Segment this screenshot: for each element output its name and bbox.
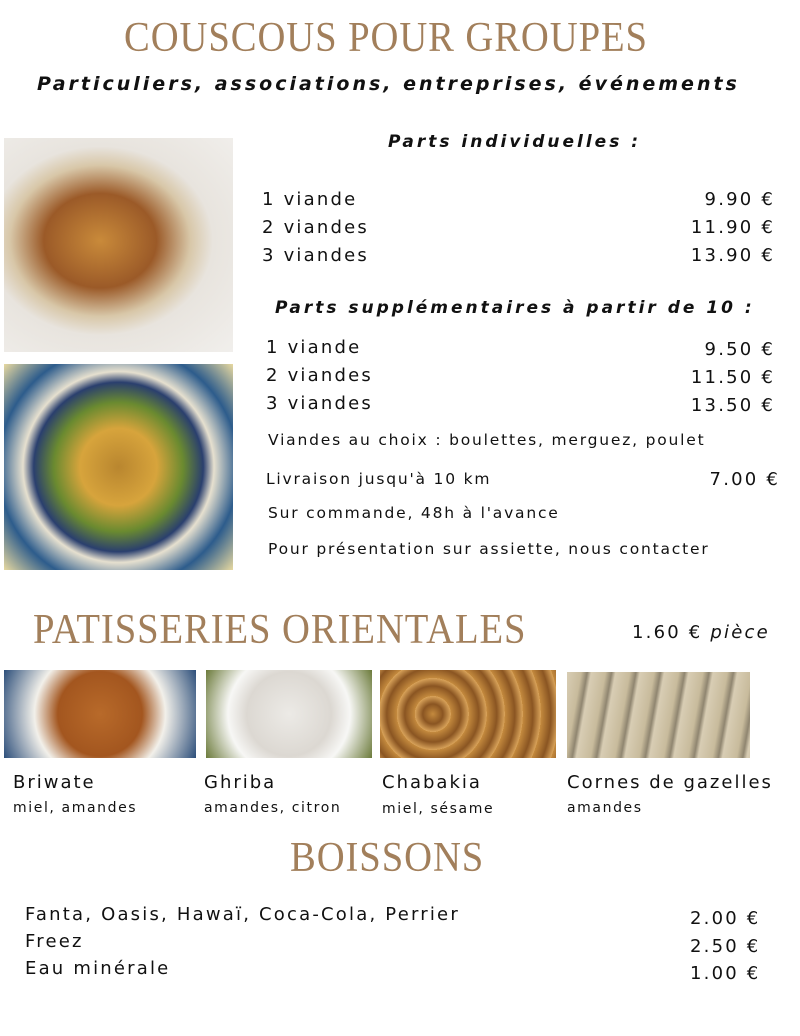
pastry-name: Briwate	[13, 772, 96, 793]
delivery-price: 7.00 €	[709, 469, 780, 490]
pastry-desc: miel, sésame	[382, 801, 495, 817]
individual-label: 2 viandes	[262, 217, 369, 238]
pastries-price-value: 1.60 €	[632, 622, 703, 643]
extra-label: 3 viandes	[266, 393, 373, 414]
chabakia-photo	[380, 670, 556, 758]
individual-price: 11.90 €	[690, 217, 775, 238]
delivery-note: Livraison jusqu'à 10 km	[266, 470, 492, 488]
drink-price: 1.00 €	[690, 963, 761, 984]
meats-note: Viandes au choix : boulettes, merguez, poulet	[268, 431, 706, 449]
drink-label: Freez	[25, 931, 84, 952]
extra-price: 11.50 €	[690, 367, 775, 388]
pastry-desc: amandes, citron	[204, 800, 342, 816]
extra-heading: Parts supplémentaires à partir de 10 :	[275, 298, 755, 318]
pastries-price	[632, 622, 770, 643]
ghriba-photo	[206, 670, 372, 758]
drink-price: 2.50 €	[690, 936, 761, 957]
individual-heading: Parts individuelles :	[388, 132, 642, 152]
individual-price: 13.90 €	[690, 245, 775, 266]
page-subtitle: Particuliers, associations, entreprises, événements	[37, 73, 740, 95]
pastry-name: Chabakia	[382, 772, 482, 793]
drink-label: Fanta, Oasis, Hawaï, Coca-Cola, Perrier	[25, 904, 460, 925]
order-note: Sur commande, 48h à l'avance	[268, 504, 560, 522]
pastry-name: Ghriba	[204, 772, 277, 793]
pastries-price-unit: pièce	[710, 622, 770, 643]
briwate-photo	[4, 670, 196, 758]
extra-label: 2 viandes	[266, 365, 373, 386]
drinks-title: BOISSONS	[290, 835, 485, 881]
plate-note: Pour présentation sur assiette, nous contacter	[268, 540, 710, 558]
couscous-platter-photo	[4, 364, 233, 570]
individual-price: 9.90 €	[704, 189, 775, 210]
pastry-desc: miel, amandes	[13, 800, 138, 816]
extra-label: 1 viande	[266, 337, 362, 358]
couscous-bowl-photo	[4, 138, 233, 352]
pastry-desc: amandes	[567, 800, 643, 816]
extra-price: 13.50 €	[690, 395, 775, 416]
drink-price: 2.00 €	[690, 908, 761, 929]
individual-label: 1 viande	[262, 189, 358, 210]
page-title: COUSCOUS POUR GROUPES	[124, 15, 648, 61]
drink-label: Eau minérale	[25, 958, 171, 979]
individual-label: 3 viandes	[262, 245, 369, 266]
extra-price: 9.50 €	[704, 339, 775, 360]
pastries-title: PATISSERIES ORIENTALES	[33, 607, 527, 653]
pastry-name: Cornes de gazelles	[567, 772, 773, 793]
cornes-de-gazelles-photo	[567, 672, 750, 758]
